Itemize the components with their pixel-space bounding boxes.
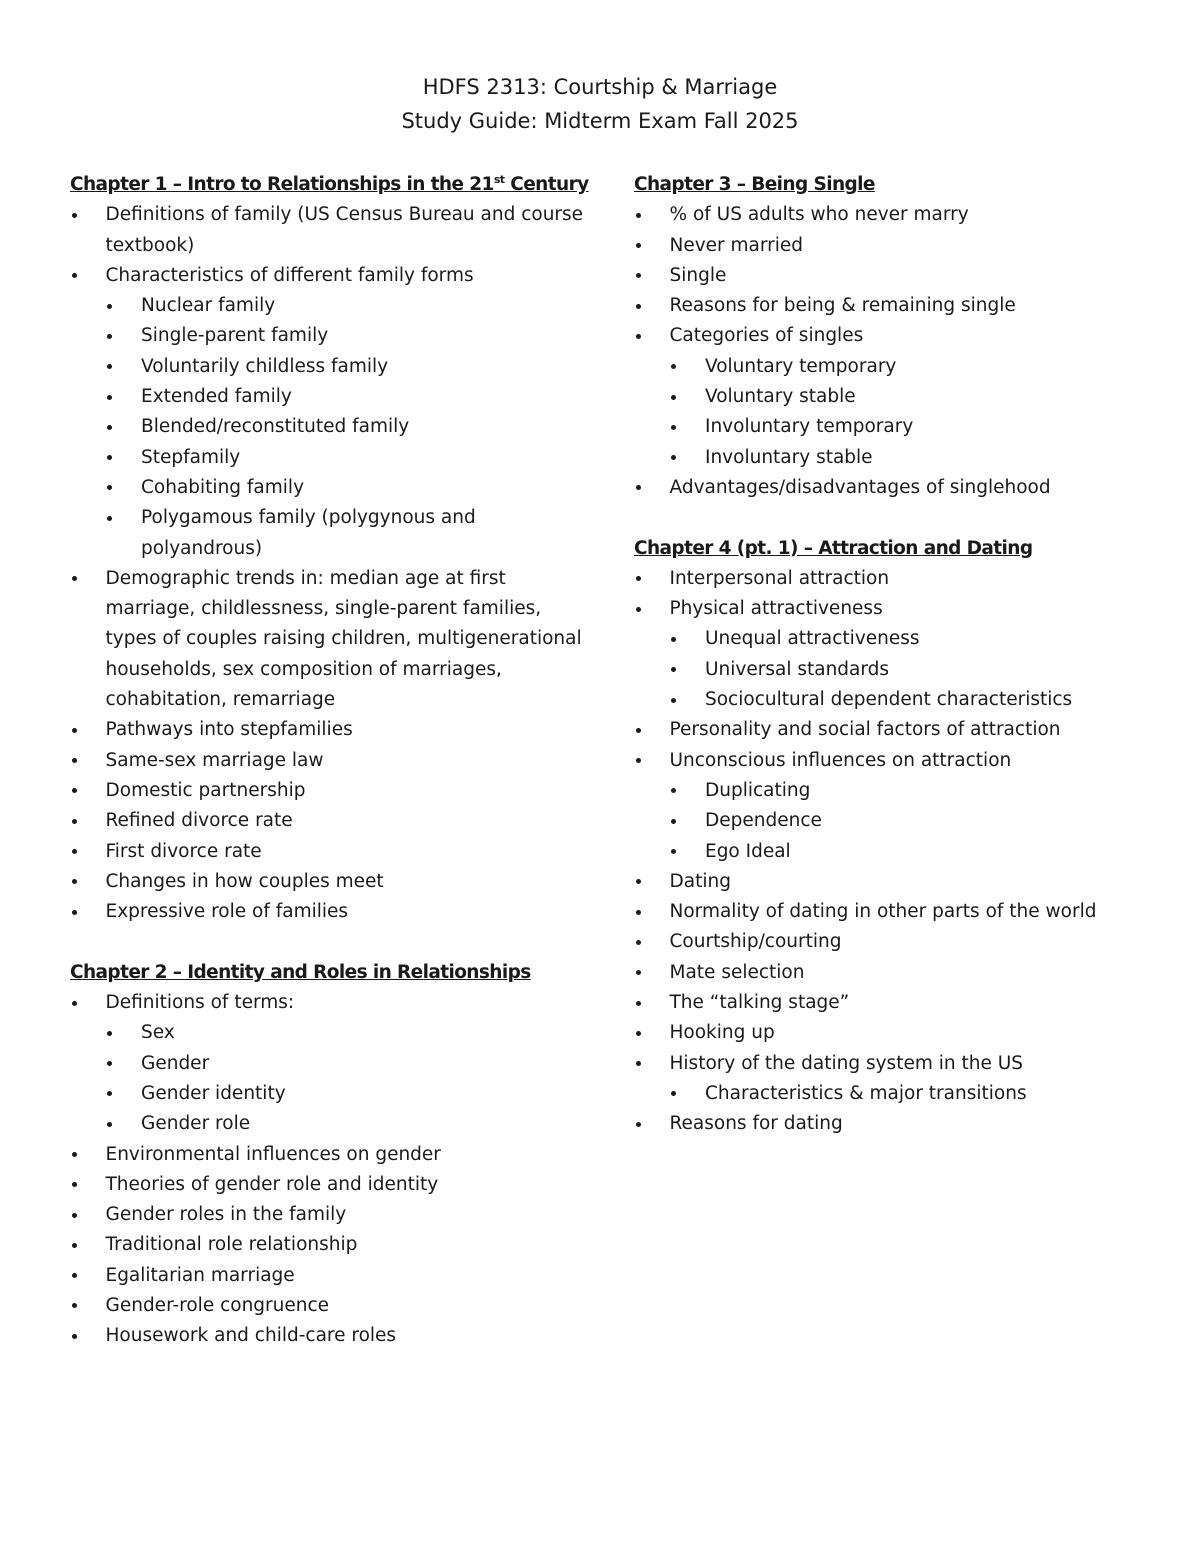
- list-item: Advantages/disadvantages of singlehood: [634, 473, 1174, 503]
- chapter-2-list: [70, 988, 590, 1352]
- sub-list-item: Ego Ideal: [634, 837, 1174, 867]
- list-item: Demographic trends in: median age at first marriage, childlessness, single-parent families, types of couples raising children, multigenerational households, sex composition of marriages, cohabitation, remarriage: [70, 564, 590, 715]
- sub-list-item: Gender identity: [70, 1079, 590, 1109]
- list-item: Definitions of family (US Census Bureau and course textbook): [70, 200, 590, 261]
- list-item: Expressive role of families: [70, 897, 590, 927]
- list-item: Interpersonal attraction: [634, 564, 1174, 594]
- sub-list-item: Extended family: [70, 382, 590, 412]
- list-item: Courtship/courting: [634, 927, 1174, 957]
- sub-list-item: Gender: [70, 1049, 590, 1079]
- list-item: Environmental influences on gender: [70, 1140, 590, 1170]
- sub-list-item: Sex: [70, 1018, 590, 1048]
- sub-list-item: Universal standards: [634, 655, 1174, 685]
- list-item: First divorce rate: [70, 837, 590, 867]
- list-item: Personality and social factors of attraction: [634, 715, 1174, 745]
- list-item: Unconscious influences on attraction: [634, 746, 1174, 776]
- list-item: Changes in how couples meet: [70, 867, 590, 897]
- study-guide-title: Study Guide: Midterm Exam Fall 2025: [401, 109, 799, 133]
- list-item: Definitions of terms:: [70, 988, 590, 1018]
- list-item: Normality of dating in other parts of the world: [634, 897, 1174, 927]
- chapter-1-heading: Chapter 1 – Intro to Relationships in the 21st Century: [70, 172, 589, 195]
- list-item: Traditional role relationship: [70, 1230, 590, 1260]
- list-item: The “talking stage”: [634, 988, 1174, 1018]
- list-item: Gender-role congruence: [70, 1291, 590, 1321]
- sub-list-item: Involuntary temporary: [634, 412, 1174, 442]
- list-item: Categories of singles: [634, 321, 1174, 351]
- list-item: History of the dating system in the US: [634, 1049, 1174, 1079]
- sub-list-item: Unequal attractiveness: [634, 624, 1174, 654]
- chapter-1-list: [70, 200, 590, 927]
- list-item: Single: [634, 261, 1174, 291]
- list-item: Reasons for dating: [634, 1109, 1174, 1139]
- sub-list-item: Cohabiting family: [70, 473, 590, 503]
- list-item: Reasons for being & remaining single: [634, 291, 1174, 321]
- sub-list-item: Gender role: [70, 1109, 590, 1139]
- list-item: Mate selection: [634, 958, 1174, 988]
- sub-list-item: Voluntary stable: [634, 382, 1174, 412]
- chapter-3-list: [634, 200, 1174, 503]
- chapter-2-section: [70, 958, 590, 1352]
- list-item: Housework and child-care roles: [70, 1321, 590, 1351]
- chapter-1-section: [70, 170, 590, 927]
- sub-list-item: Involuntary stable: [634, 443, 1174, 473]
- right-column: [634, 170, 1174, 1170]
- sub-list-item: Voluntarily childless family: [70, 352, 590, 382]
- sub-list-item: Blended/reconstituted family: [70, 412, 590, 442]
- list-item: Gender roles in the family: [70, 1200, 590, 1230]
- chapter-3-heading: Chapter 3 – Being Single: [634, 174, 875, 195]
- list-item: Theories of gender role and identity: [70, 1170, 590, 1200]
- list-item: % of US adults who never marry: [634, 200, 1174, 230]
- list-item: Same-sex marriage law: [70, 746, 590, 776]
- course-title: HDFS 2313: Courtship & Marriage: [422, 75, 778, 99]
- chapter-4-section: [634, 534, 1174, 1140]
- list-item: Egalitarian marriage: [70, 1261, 590, 1291]
- list-item: Pathways into stepfamilies: [70, 715, 590, 745]
- chapter-3-section: [634, 170, 1174, 503]
- document-title: [0, 70, 1200, 138]
- list-item: Physical attractiveness: [634, 594, 1174, 624]
- chapter-2-heading: Chapter 2 – Identity and Roles in Relationships: [70, 961, 531, 983]
- sub-list-item: Single-parent family: [70, 321, 590, 351]
- list-item: Refined divorce rate: [70, 806, 590, 836]
- sub-list-item: Dependence: [634, 806, 1174, 836]
- sub-list-item: Stepfamily: [70, 443, 590, 473]
- sub-list-item: Nuclear family: [70, 291, 590, 321]
- list-item: Dating: [634, 867, 1174, 897]
- list-item: Hooking up: [634, 1018, 1174, 1048]
- sub-list-item: Duplicating: [634, 776, 1174, 806]
- chapter-4-list: [634, 564, 1174, 1140]
- list-item: Domestic partnership: [70, 776, 590, 806]
- sub-list-item: Voluntary temporary: [634, 352, 1174, 382]
- list-item: Characteristics of different family forms: [70, 261, 590, 291]
- sub-list-item: Characteristics & major transitions: [634, 1079, 1174, 1109]
- left-column: [70, 170, 590, 1382]
- sub-list-item: Polygamous family (polygynous and polyandrous): [70, 503, 590, 564]
- sub-list-item: Sociocultural dependent characteristics: [634, 685, 1174, 715]
- chapter-4-heading: Chapter 4 (pt. 1) – Attraction and Dating: [634, 537, 1033, 559]
- list-item: Never married: [634, 231, 1174, 261]
